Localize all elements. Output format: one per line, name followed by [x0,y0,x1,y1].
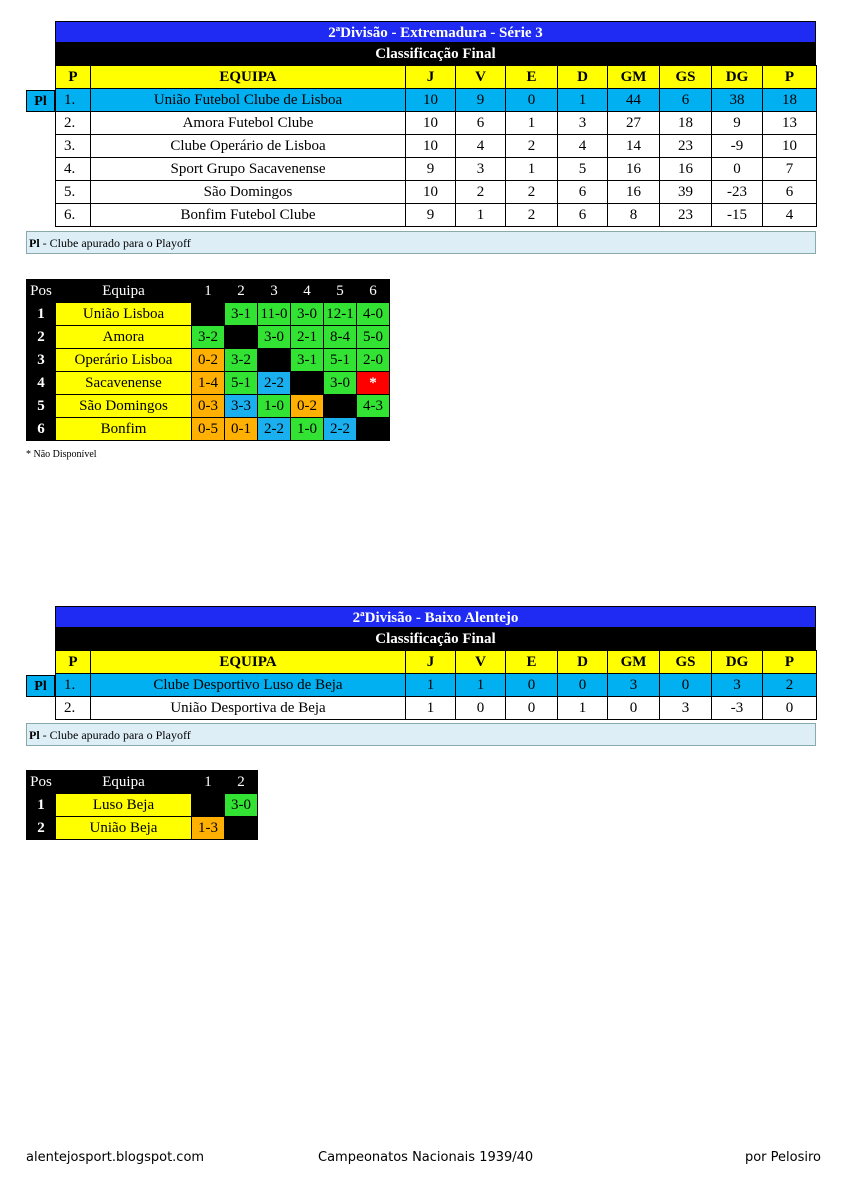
serie3-header-row [56,66,817,89]
table-row: 2. União Desportiva de Beja 1 0 0 1 0 3 -3 0 [56,697,817,720]
col-header-gm: GM [608,66,660,89]
baixo-table [55,650,817,720]
matrix-row: 4 Sacavenense 1-4 5-1 2-2 3-0 * [27,372,390,395]
col-header-dg: DG [712,651,763,674]
baixo-header-row [56,651,817,674]
col-header-e: E [506,651,558,674]
col-header-e: E [506,66,558,89]
matrix-row: 6 Bonfim 0-5 0-1 2-2 1-0 2-2 [27,418,390,441]
table-row: 5. São Domingos 10 2 2 6 16 39 -23 6 [56,181,817,204]
playoff-tag: Pl [26,675,55,697]
col-header-points: P [763,651,817,674]
col-header-v: V [456,66,506,89]
col-header-points: P [763,66,817,89]
baixo-standings [55,606,816,720]
table-row: 1. União Futebol Clube de Lisboa 10 9 0 1 44 6 38 18 [56,89,817,112]
baixo-results-matrix [26,770,258,840]
table-row: 3. Clube Operário de Lisboa 10 4 2 4 14 23 -9 10 [56,135,817,158]
table-row: 4. Sport Grupo Sacavenense 9 3 1 5 16 16 0 7 [56,158,817,181]
matrix-row: 5 São Domingos 0-3 3-3 1-0 0-2 4-3 [27,395,390,418]
matrix-row: 2 União Beja 1-3 [27,817,258,840]
not-available-cell: * [357,372,390,395]
baixo-title: 2ªDivisão - Baixo Alentejo [55,606,816,628]
table-row: 1. Clube Desportivo Luso de Beja 1 1 0 0 3 0 3 2 [56,674,817,697]
footer-site: alentejosport.blogspot.com [26,1150,205,1165]
col-header-equipa: EQUIPA [91,66,406,89]
table-row: 2. Amora Futebol Clube 10 6 1 3 27 18 9 13 [56,112,817,135]
col-header-p: P [56,651,91,674]
col-header-d: D [558,66,608,89]
serie3-results-matrix [26,279,390,441]
playoff-tag: Pl [26,90,55,112]
col-header-d: D [558,651,608,674]
footer-author: por Pelosiro [744,1150,821,1165]
col-header-gm: GM [608,651,660,674]
serie3-subtitle: Classificação Final [55,43,816,65]
matrix-row: 1 Luso Beja 3-0 [27,794,258,817]
matrix-row: 3 Operário Lisboa 0-2 3-2 3-1 5-1 2-0 [27,349,390,372]
serie3-title: 2ªDivisão - Extremadura - Série 3 [55,21,816,43]
col-header-v: V [456,651,506,674]
col-header-j: J [406,66,456,89]
col-header-gs: GS [660,651,712,674]
matrix-header: Pos Equipa 1 2 3 4 5 6 [27,280,390,303]
baixo-legend: Pl - Clube apurado para o Playoff [26,723,816,746]
serie3-legend: Pl - Clube apurado para o Playoff [26,231,816,254]
col-header-dg: DG [712,66,763,89]
matrix-row: 2 Amora 3-2 3-0 2-1 8-4 5-0 [27,326,390,349]
not-available-note: * Não Disponível [26,449,97,460]
col-header-j: J [406,651,456,674]
matrix-row: 1 União Lisboa 3-1 11-0 3-0 12-1 4-0 [27,303,390,326]
matrix-header: Pos Equipa 1 2 [27,771,258,794]
table-row: 6. Bonfim Futebol Clube 9 1 2 6 8 23 -15 4 [56,204,817,227]
col-header-p: P [56,66,91,89]
col-header-gs: GS [660,66,712,89]
col-header-equipa: EQUIPA [91,651,406,674]
serie3-standings [55,21,816,227]
footer-title: Campeonatos Nacionais 1939/40 [318,1150,534,1165]
baixo-subtitle: Classificação Final [55,628,816,650]
serie3-table [55,65,817,227]
